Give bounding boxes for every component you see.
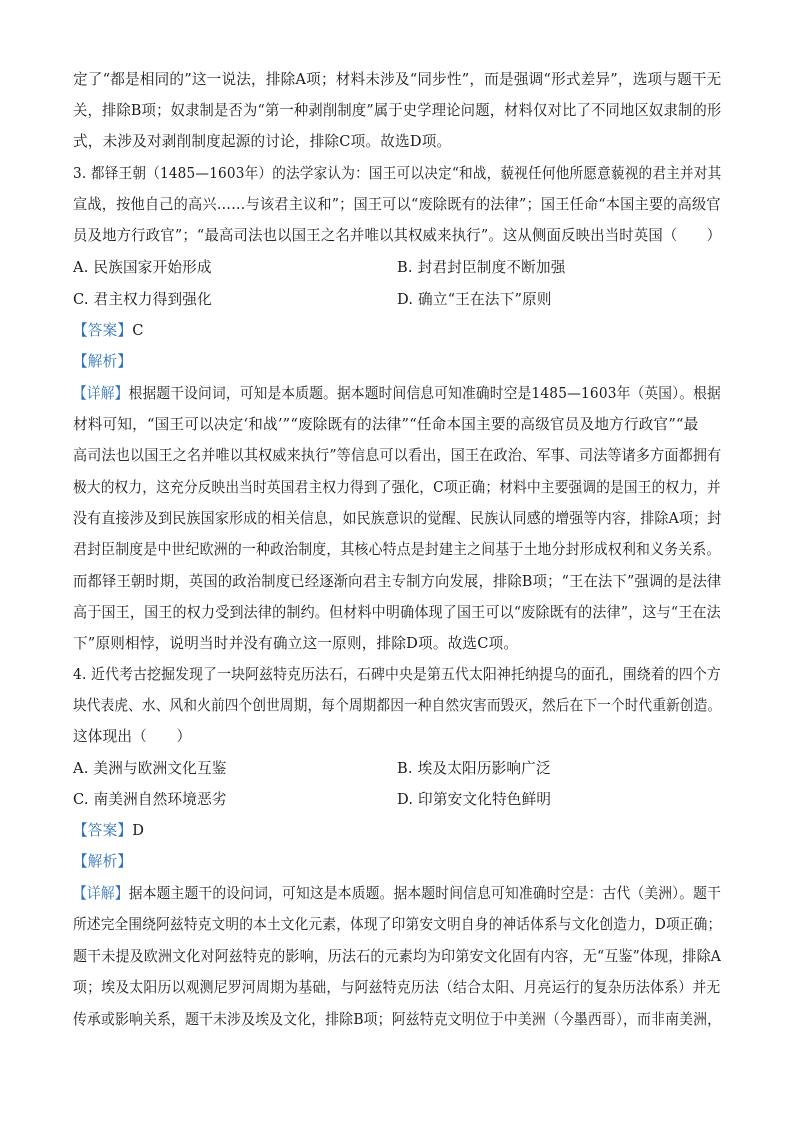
answer-value: D [132,822,145,839]
question-4-option-b: B. 埃及太阳历影响广泛 [397,760,551,777]
question-3-detail-line: 高司法也以国王之名并唯以其权威来执行”等信息可以看出，国王在政治、军事、司法等诸多方面都拥有 [73,447,722,464]
text-line: 定了“都是相同的”这一说法，排除A项；材料未涉及“同步性”，而是强调“形式差异”，选项与题干无 [73,71,722,88]
question-3-detail-line [73,382,721,403]
question-3-option-a: A. 民族国家开始形成 [73,259,212,276]
text-line: 式，未涉及对剥削制度起源的讨论，排除C项。故选D项。 [73,133,452,150]
detail-text: 据本题主题干的设问词，可知这是本质题。据本题时间信息可知准确时空是：古代（美洲）。题干 [128,885,722,902]
question-4-option-d: D. 印第安文化特色鲜明 [397,791,552,808]
question-3-stem-line: 员及地方行政官”；“最高司法也以国王之名并唯以其权威来执行”。这从侧面反映出当时英国（ ） [73,227,722,244]
question-3-answer [73,319,144,340]
question-3-detail-line: 没有直接涉及到民族国家形成的相关信息，如民族意识的觉醒、民族认同感的增强等内容，排除A项；封 [73,510,722,527]
question-3-detail-line: 极大的权力，这充分反映出当时英国君主权力得到了强化，C项正确；材料中主要强调的是国王的权力，并 [73,479,721,496]
question-4-detail-line: 题干未提及欧洲文化对阿兹特克的影响，历法石的元素均为印第安文化固有内容，无“互鉴”体现，排除A [73,948,722,965]
question-3-detail-line: 君封臣制度是中世纪欧洲的一种政治制度，其核心特点是封建主之间基于土地分封形成权利和义务关系。 [73,541,721,558]
question-3-stem-line: 宣战，按他自己的高兴……与该君主议和”；国王可以“废除既有的法律”；国王任命“本国主要的高级官 [73,196,721,213]
question-3-stem-line: 3. 都铎王朝（1485—1603年）的法学家认为：国王可以决定“和战，藐视任何他所愿意藐视的君主并对其 [73,165,722,182]
question-4-option-a: A. 美洲与欧洲文化互鉴 [73,760,227,777]
question-3-detail-line: 下”原则相悖，说明当时并没有确立这一原则，排除D项。故选C项。 [73,635,519,652]
question-3-analysis-heading [73,350,132,371]
question-3-option-d: D. 确立“王在法下”原则 [397,291,552,308]
question-4-stem-line: 这体现出（ ） [73,728,192,745]
question-4-stem-line: 4. 近代考古挖掘发现了一块阿兹特克历法石，石碑中央是第五代太阳神托纳提乌的面孔，围绕着的四个方 [73,666,721,683]
question-3-detail-line: 而都铎王朝时期，英国的政治制度已经逐渐向君主专制方向发展，排除B项；“王在法下”强调的是法律 [73,573,722,590]
detail-tag: 【详解】 [73,385,129,402]
text-line: 关，排除B项；奴隶制是否为“第一种剥削制度”属于史学理论问题，材料仅对比了不同地区奴隶制的形 [73,102,722,119]
analysis-tag: 【解析】 [73,353,133,370]
question-4-detail-line: 项；埃及太阳历以观测尼罗河周期为基础，与阿兹特克历法（结合太阳、月亮运行的复杂历法体系）并无 [73,979,721,996]
question-3-detail-line: 材料可知，“国王可以决定‘和战’”“废除既有的法律”“任命本国主要的高级官员及地方行政官”“最 [73,416,699,433]
question-3-detail-line: 高于国王，国王的权力受到法律的制约。但材料中明确体现了国王可以“废除既有的法律”，这与“王在法 [73,604,721,621]
answer-tag: 【答案】 [73,322,133,339]
answer-value: C [132,322,144,339]
question-4-stem-line: 块代表虎、水、风和火前四个创世周期，每个周期都因一种自然灾害而毁灭，然后在下一个时代重新创造。 [73,697,722,714]
detail-tag: 【详解】 [73,885,129,902]
question-4-answer [73,819,144,840]
question-4-detail-line: 所述完全围绕阿兹特克文明的本土文化元素，体现了印第安文明自身的神话体系与文化创造力，D项正确； [73,916,722,933]
question-3-option-c: C. 君主权力得到强化 [73,291,212,308]
analysis-tag: 【解析】 [73,853,133,870]
answer-tag: 【答案】 [73,822,133,839]
question-3-option-b: B. 封君封臣制度不断加强 [397,259,566,276]
question-4-detail-line [73,882,721,903]
question-4-detail-line: 传承或影响关系，题干未涉及埃及文化，排除B项；阿兹特克文明位于中美洲（今墨西哥），而非南美洲， [73,1011,722,1028]
question-4-option-c: C. 南美洲自然环境恶劣 [73,791,227,808]
question-4-analysis-heading [73,850,132,871]
detail-text: 根据题干设问词，可知是本质题。据本题时间信息可知准确时空是1485—1603年（英国）。根据 [128,385,721,402]
